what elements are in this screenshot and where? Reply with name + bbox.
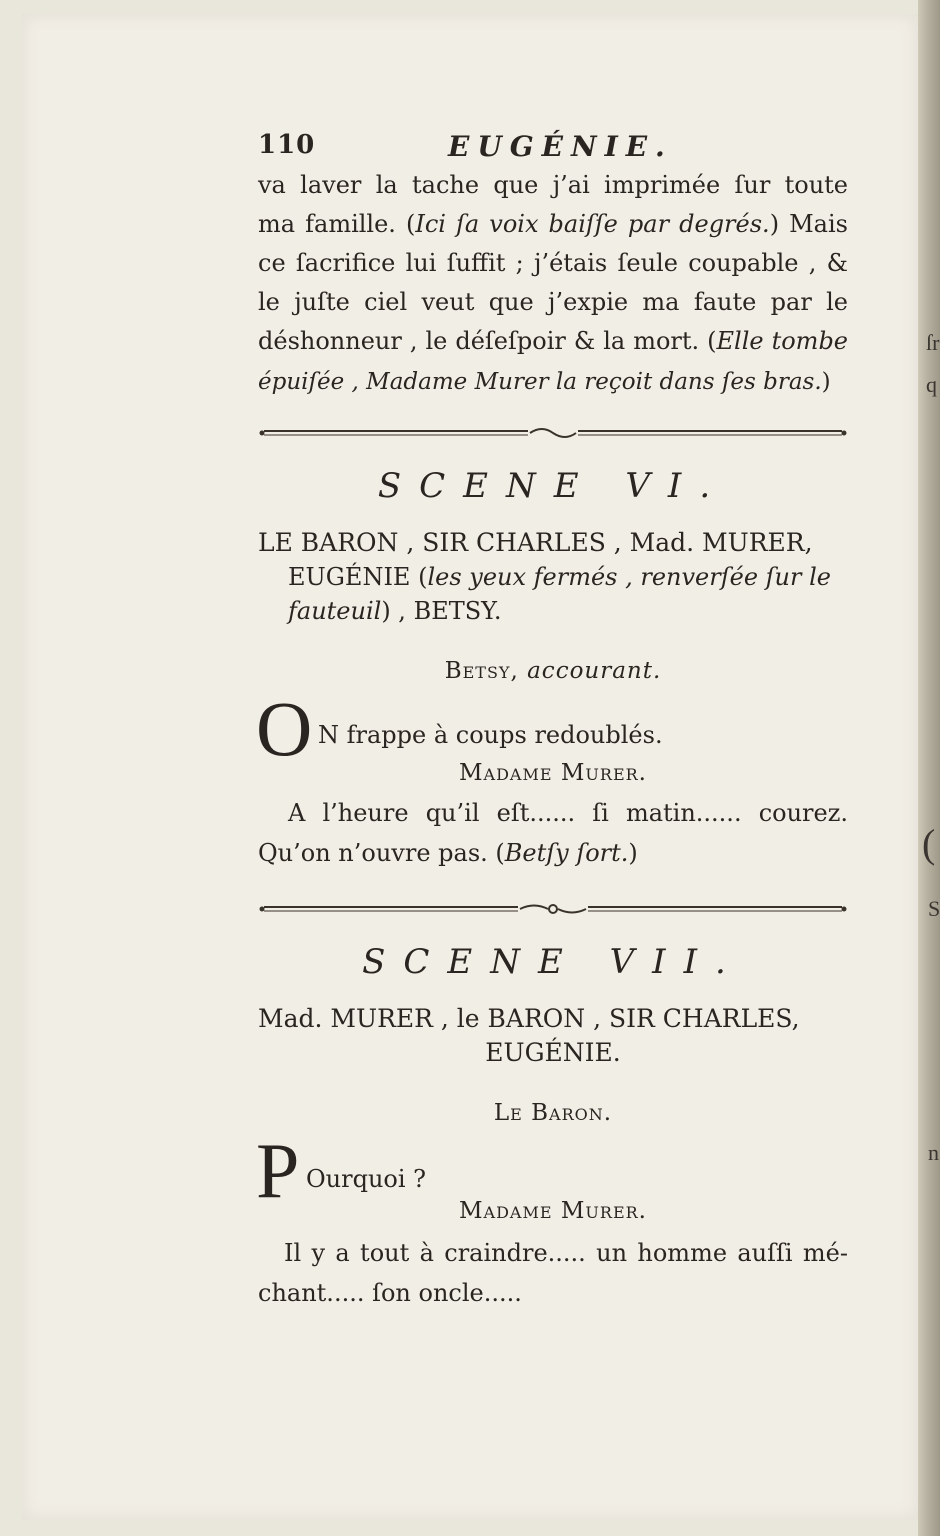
stage-direction: Elle tombe	[716, 327, 849, 355]
speaker-heading: Madame Murer.	[459, 760, 647, 786]
text-line: ce ſacrifice lui ſuffit ; j’étais ſeule coupable , &	[258, 249, 848, 277]
stage-direction: épuiſée , Madame Murer la reçoit dans ſes bras.	[258, 369, 822, 395]
text-line: Ourquoi ?	[306, 1165, 427, 1193]
speaker-heading: Le Baron.	[493, 1100, 613, 1126]
text-line: N frappe à coups redoublés.	[318, 721, 663, 749]
cast-list: Mad. MURER , le BARON , SIR CHARLES,	[258, 1004, 800, 1033]
margin-fragment: n	[928, 1140, 939, 1165]
margin-fragment: ſr	[926, 330, 940, 355]
cast-list: EUGÉNIE.	[485, 1038, 621, 1067]
cast-list: LE BARON , SIR CHARLES , Mad. MURER,	[258, 528, 813, 557]
stage-direction: Betſy ſort.	[504, 839, 629, 867]
text-line: Il y a tout à craindre..... un homme auſſi mé-	[284, 1239, 848, 1267]
text-line: déshonneur , le déſeſpoir & la mort. (Elle tombe	[258, 327, 849, 355]
text-line: ma famille. (Ici ſa voix baiſſe par degrés.) Mais	[258, 210, 848, 238]
margin-fragment: S	[928, 896, 940, 921]
margin-fragment: (	[922, 821, 936, 866]
scene-title: SCENE VI.	[377, 466, 729, 506]
stage-direction: les yeux fermés , renverſée ſur le	[427, 563, 831, 591]
scene-title: SCENE VII.	[362, 942, 744, 982]
speaker-heading: Madame Murer.	[459, 1198, 647, 1224]
stage-direction: accourant.	[527, 658, 662, 684]
text-line: Qu’on n’ouvre pas. (Betſy ſort.)	[258, 839, 638, 867]
ornamental-rule	[258, 426, 848, 440]
text-line: le juſte ciel veut que j’expie ma faute par le	[258, 288, 848, 316]
facing-page-edge	[918, 0, 940, 1536]
margin-fragment: q	[926, 372, 937, 397]
running-title: EUGÉNIE.	[448, 130, 673, 163]
text-line: épuiſée , Madame Murer la reçoit dans ſes bras.)	[258, 369, 831, 395]
drop-capital: P	[256, 1127, 300, 1214]
drop-capital: O	[256, 685, 313, 772]
ornamental-rule	[258, 902, 848, 916]
running-header	[258, 130, 848, 164]
text-line: A l’heure qu’il eſt...... ſi matin...... courez.	[288, 799, 848, 827]
stage-direction: fauteuil	[288, 597, 382, 625]
cast-list: EUGÉNIE (les yeux fermés , renverſée ſur le	[288, 563, 831, 591]
cast-list: fauteuil) , BETSY.	[288, 597, 502, 625]
text-line: chant..... ſon oncle.....	[258, 1279, 522, 1307]
text-line: va laver la tache que j’ai imprimée ſur toute	[258, 171, 848, 199]
stage-direction: Ici ſa voix baiſſe par degrés.	[415, 210, 770, 238]
speaker-heading: Betsy, accourant.	[444, 658, 662, 684]
page-number: 110	[258, 130, 316, 160]
